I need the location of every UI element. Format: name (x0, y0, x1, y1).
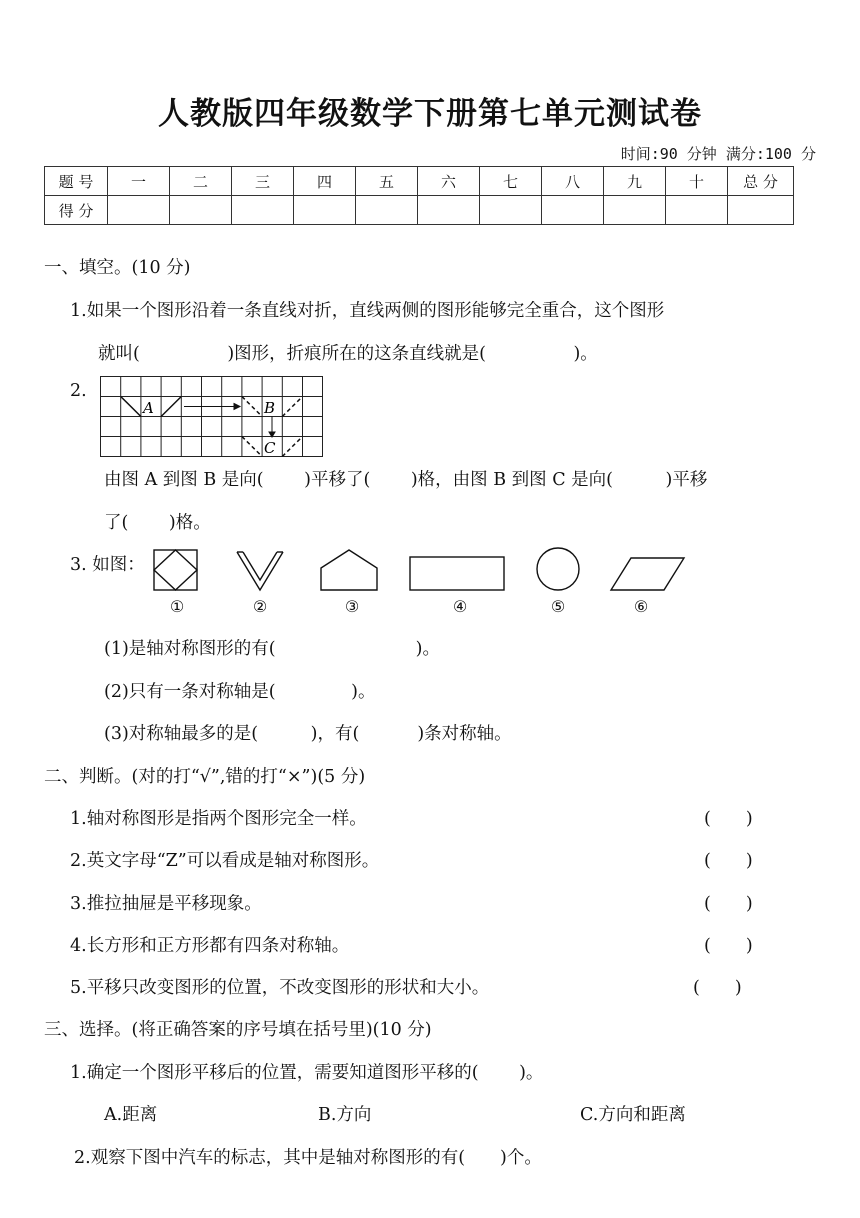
section2-heading: 二、判断。(对的打“√”,错的打“×”)(5 分) (44, 767, 366, 787)
score-cell[interactable] (356, 196, 418, 225)
exam-meta: 时间:90 分钟 满分:100 分 (620, 145, 816, 163)
score-cell[interactable] (666, 196, 728, 225)
s2-item: 5.平移只改变图形的位置，不改变图形的形状和大小。 (70, 978, 490, 998)
shape-parallelogram (611, 558, 684, 590)
s3-q2: 2.观察下图中汽车的标志，其中是轴对称图形的有( )个。 (74, 1148, 542, 1168)
score-table-header-row (45, 167, 794, 196)
score-col: 九 (604, 167, 666, 196)
score-col: 十 (666, 167, 728, 196)
page-title: 人教版四年级数学下册第七单元测试卷 (158, 96, 702, 132)
s1-q3-sub3: (3)对称轴最多的是( )，有( )条对称轴。 (104, 724, 512, 744)
answer-paren[interactable]: ( ) (704, 851, 753, 871)
shape-square-diamond (154, 550, 197, 590)
s2-item: 2.英文字母“Z”可以看成是轴对称图形。 (70, 851, 380, 871)
shape-pentagon (321, 550, 377, 590)
shape-number: ③ (344, 597, 360, 616)
score-col: 三 (232, 167, 294, 196)
score-col-total: 总 分 (728, 167, 794, 196)
arrow-b-to-c (269, 416, 275, 437)
score-cell[interactable] (108, 196, 170, 225)
score-cell[interactable] (728, 196, 794, 225)
score-col: 四 (294, 167, 356, 196)
score-col: 七 (480, 167, 542, 196)
s3-q1-option-b[interactable]: B.方向 (318, 1105, 372, 1125)
s2-item: 3.推拉抽屉是平移现象。 (70, 894, 262, 914)
shapes-figure (150, 546, 690, 618)
answer-paren[interactable]: ( ) (693, 978, 742, 998)
shape-number: ④ (452, 597, 468, 616)
answer-paren[interactable]: ( ) (704, 894, 753, 914)
section3-heading: 三、选择。(将正确答案的序号填在括号里)(10 分) (44, 1020, 432, 1040)
answer-paren[interactable]: ( ) (704, 809, 753, 829)
shape-number: ② (252, 597, 268, 616)
shape-rectangle (410, 557, 504, 590)
s2-item: 4.长方形和正方形都有四条对称轴。 (70, 936, 350, 956)
score-cell[interactable] (542, 196, 604, 225)
s1-q2-line1: 由图 A 到图 B 是向( )平移了( )格，由图 B 到图 C 是向( )平移 (104, 470, 708, 490)
s3-q1-option-a[interactable]: A.距离 (104, 1105, 158, 1125)
s1-q3-sub1: (1)是轴对称图形的有( )。 (104, 639, 440, 659)
score-cell[interactable] (294, 196, 356, 225)
shape-number: ⑥ (633, 597, 649, 616)
label-b: B (264, 399, 276, 417)
s3-q1: 1.确定一个图形平移后的位置，需要知道图形平移的( )。 (70, 1063, 544, 1083)
s1-q2-line2: 了( )格。 (104, 513, 211, 533)
s1-q3-label: 3. 如图： (70, 555, 145, 575)
shape-number: ① (169, 597, 185, 616)
score-table-row-head: 得 分 (45, 196, 108, 225)
grid-lines (100, 376, 323, 457)
answer-paren[interactable]: ( ) (704, 936, 753, 956)
s1-q1-line1: 1.如果一个图形沿着一条直线对折，直线两侧的图形能够完全重合，这个图形 (70, 301, 665, 321)
section1-heading: 一、填空。(10 分) (44, 258, 191, 278)
score-cell[interactable] (170, 196, 232, 225)
s1-q1-line2: 就叫( )图形，折痕所在的这条直线就是( )。 (98, 344, 598, 364)
score-table-row-head: 题 号 (45, 167, 108, 196)
score-col: 二 (170, 167, 232, 196)
shape-v (237, 552, 283, 590)
s2-item: 1.轴对称图形是指两个图形完全一样。 (70, 809, 367, 829)
s3-q1-option-c[interactable]: C.方向和距离 (580, 1105, 686, 1125)
s1-q2-number: 2. (70, 381, 87, 401)
score-cell[interactable] (418, 196, 480, 225)
score-col: 一 (108, 167, 170, 196)
s1-q3-sub2: (2)只有一条对称轴是( )。 (104, 682, 376, 702)
score-cell[interactable] (604, 196, 666, 225)
score-cell[interactable] (480, 196, 542, 225)
score-col: 五 (356, 167, 418, 196)
score-col: 六 (418, 167, 480, 196)
translation-grid-figure (100, 376, 324, 458)
label-a: A (143, 399, 154, 417)
score-table (44, 166, 794, 225)
shape-number: ⑤ (550, 597, 566, 616)
label-c: C (264, 439, 276, 457)
score-col: 八 (542, 167, 604, 196)
score-table-score-row (45, 196, 794, 225)
shape-circle (537, 548, 579, 590)
score-cell[interactable] (232, 196, 294, 225)
arrow-a-to-b (184, 404, 240, 410)
